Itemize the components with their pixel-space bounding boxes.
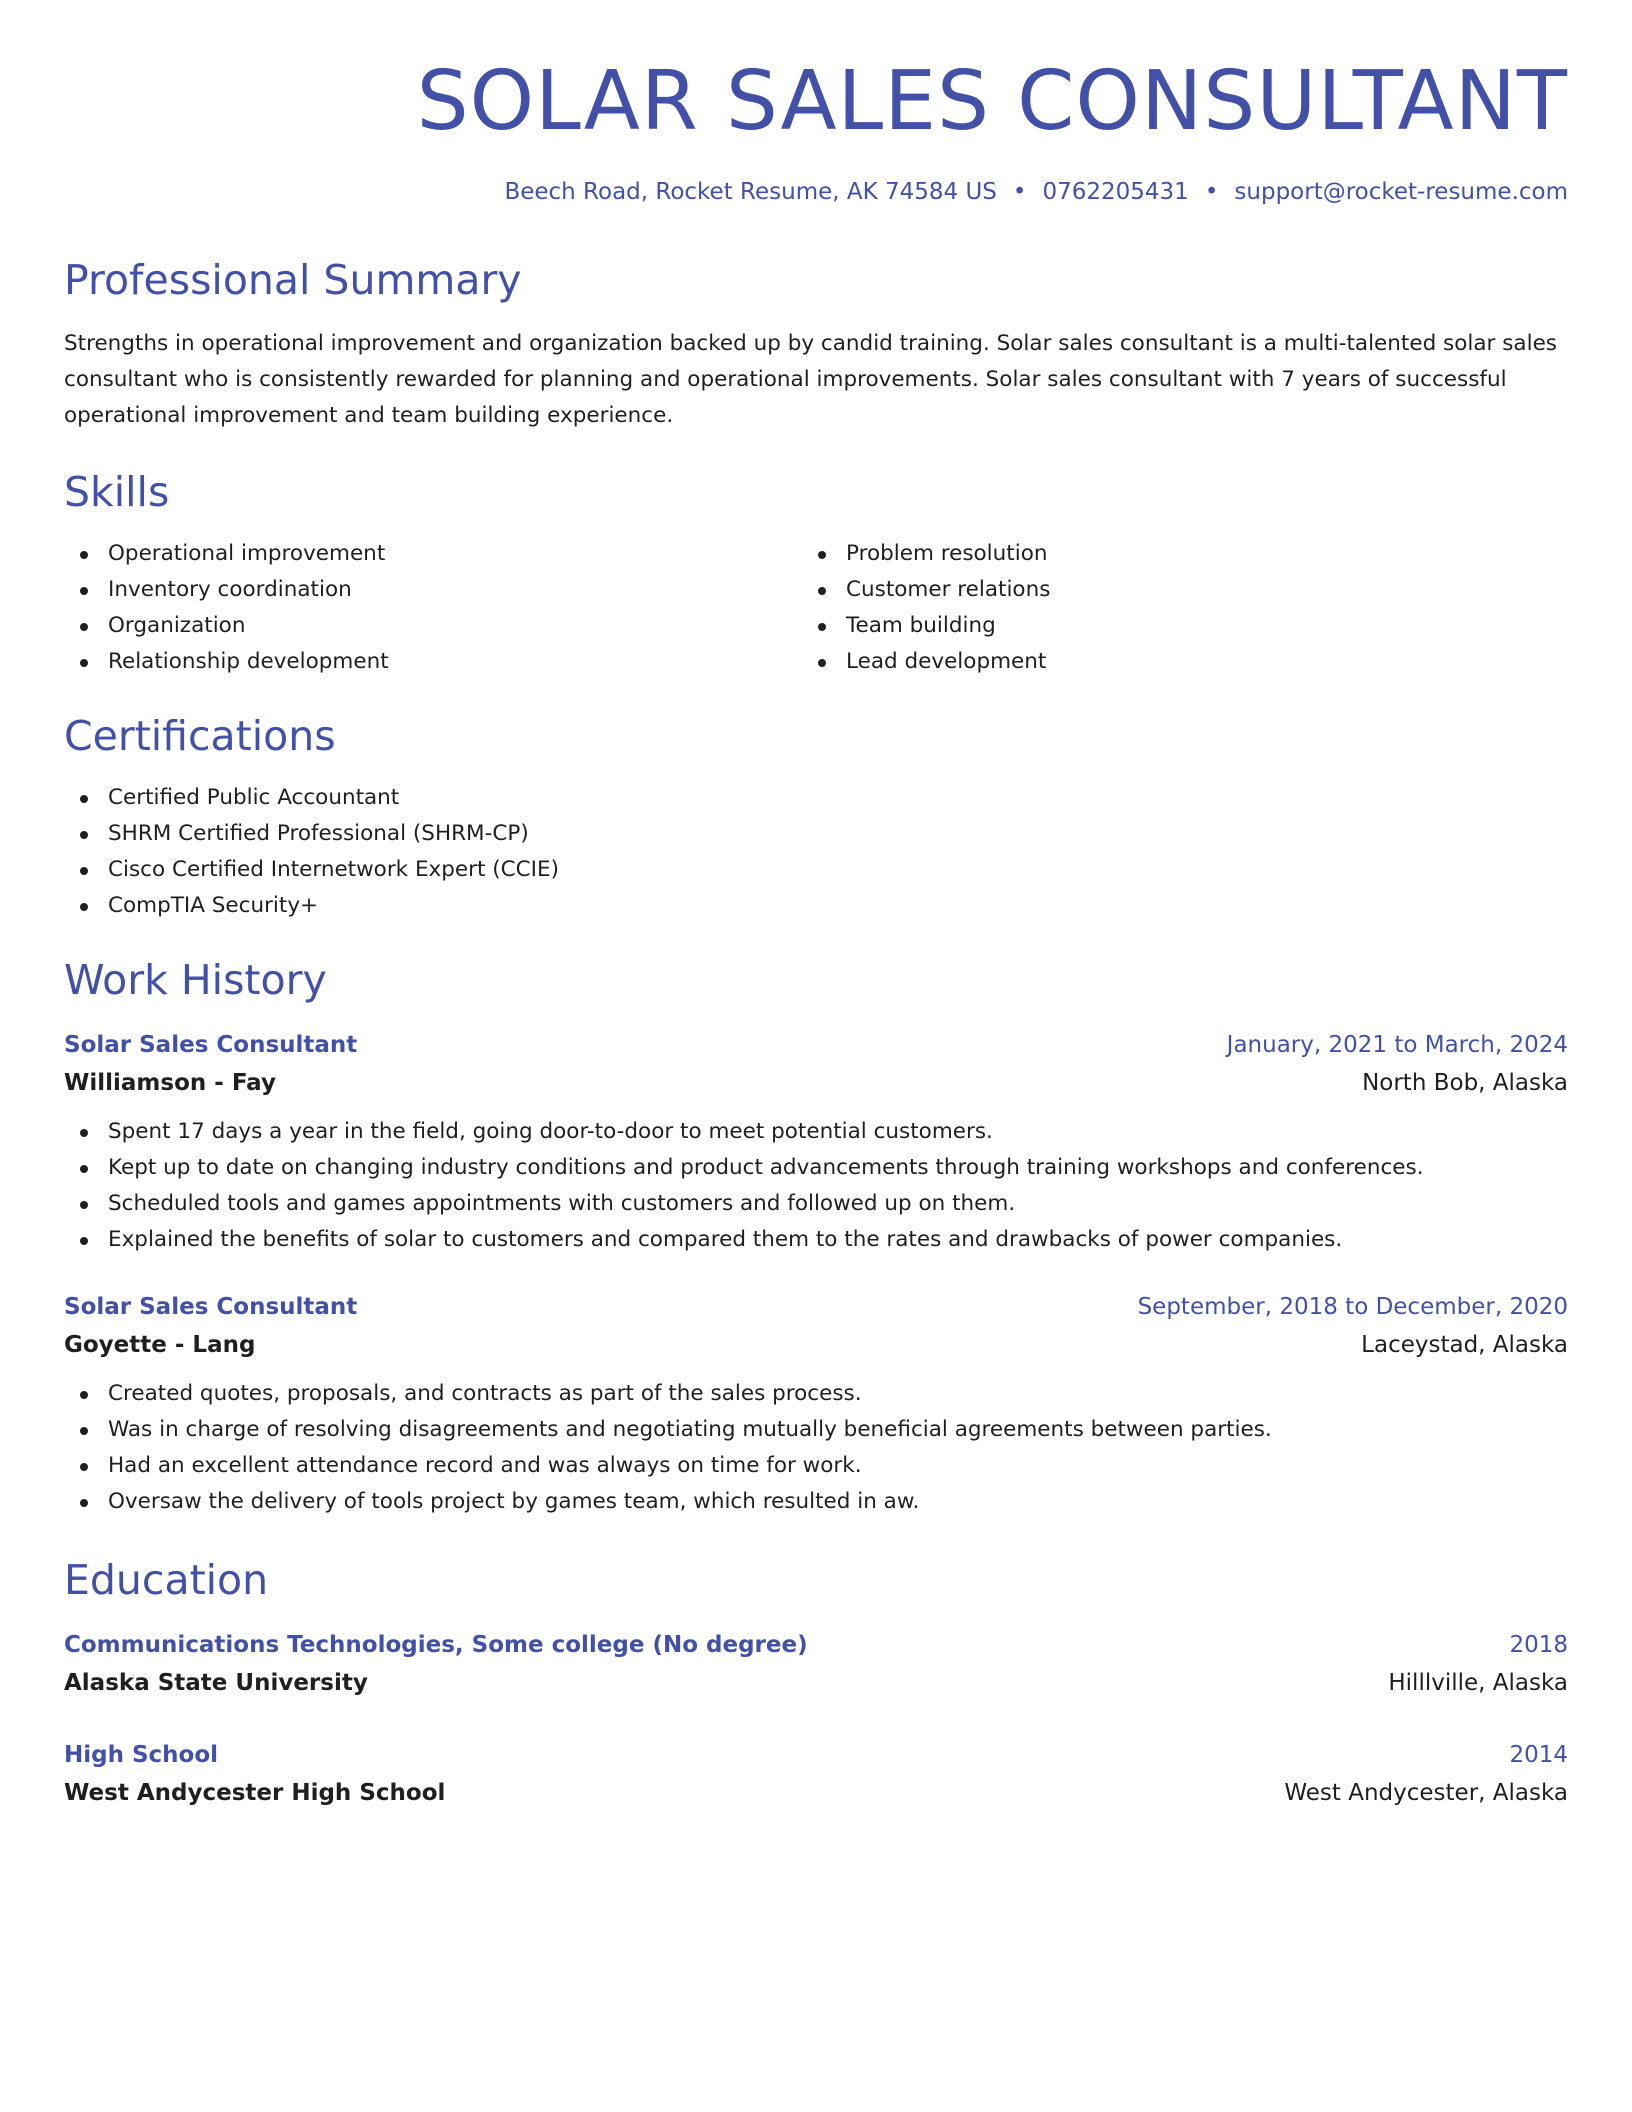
job-role: Solar Sales Consultant <box>64 1294 358 1320</box>
education-school: West Andycester High School <box>64 1780 446 1806</box>
education-entry <box>64 1626 1568 1702</box>
job-bullets <box>64 1114 1568 1258</box>
education-school-row <box>64 1664 1568 1702</box>
skills-grid <box>64 536 1568 680</box>
job-company: Williamson - Fay <box>64 1070 276 1096</box>
job-bullets <box>64 1376 1568 1520</box>
job-location: Laceystad, Alaska <box>1361 1332 1568 1358</box>
job-title-row <box>64 1288 1568 1326</box>
contact-line <box>64 176 1568 208</box>
job-location: North Bob, Alaska <box>1362 1070 1568 1096</box>
skills-list-left <box>64 536 802 680</box>
contact-address: Beech Road, Rocket Resume, AK 74584 US <box>504 179 997 205</box>
job-bullet: Spent 17 days a year in the field, going door-to-door to meet potential customers. <box>64 1114 1568 1150</box>
skill-item: Relationship development <box>64 644 802 680</box>
education-year: 2014 <box>1509 1742 1568 1768</box>
job-company: Goyette - Lang <box>64 1332 256 1358</box>
certification-item: CompTIA Security+ <box>64 888 1568 924</box>
certifications-heading: Certifications <box>64 712 336 760</box>
job-dates: September, 2018 to December, 2020 <box>1137 1294 1568 1320</box>
certification-item: Cisco Certified Internetwork Expert (CCIE) <box>64 852 1568 888</box>
job-bullet: Scheduled tools and games appointments with customers and followed up on them. <box>64 1186 1568 1222</box>
job-bullet: Created quotes, proposals, and contracts as part of the sales process. <box>64 1376 1568 1412</box>
skill-item: Operational improvement <box>64 536 802 572</box>
certification-item: SHRM Certified Professional (SHRM-CP) <box>64 816 1568 852</box>
job-entry <box>64 1026 1568 1258</box>
skills-heading: Skills <box>64 468 170 516</box>
summary-text: Strengths in operational improvement and organization backed up by candid training. Solar sales consultant is a multi-talented solar sales consultant who is consistently rewarded for planning and operational improvements. Solar sales consultant with 7 years of successful operational improvement and team building experience. <box>64 331 1558 428</box>
contact-email[interactable]: support@rocket-resume.com <box>1234 179 1568 205</box>
summary-heading: Professional Summary <box>64 256 522 304</box>
job-role: Solar Sales Consultant <box>64 1032 358 1058</box>
job-title-row <box>64 1026 1568 1064</box>
bullet-separator: • <box>1012 179 1027 205</box>
education-school: Alaska State University <box>64 1670 368 1696</box>
education-location: Hilllville, Alaska <box>1388 1670 1568 1696</box>
certification-item: Certified Public Accountant <box>64 780 1568 816</box>
job-bullet: Explained the benefits of solar to customers and compared them to the rates and drawbacks of power companies. <box>64 1222 1568 1258</box>
work-history-heading: Work History <box>64 956 327 1004</box>
skills-list-right <box>802 536 1540 680</box>
resume-title: SOLAR SALES CONSULTANT <box>416 54 1568 149</box>
education-year: 2018 <box>1509 1632 1568 1658</box>
skill-item: Lead development <box>802 644 1540 680</box>
education-location: West Andycester, Alaska <box>1284 1780 1568 1806</box>
education-degree-row <box>64 1736 1568 1774</box>
job-entry <box>64 1288 1568 1520</box>
job-company-row <box>64 1064 1568 1102</box>
education-heading: Education <box>64 1556 269 1604</box>
job-company-row <box>64 1326 1568 1364</box>
job-bullet: Was in charge of resolving disagreements and negotiating mutually beneficial agreements between parties. <box>64 1412 1568 1448</box>
skill-item: Customer relations <box>802 572 1540 608</box>
job-dates: January, 2021 to March, 2024 <box>1226 1032 1568 1058</box>
skill-item: Problem resolution <box>802 536 1540 572</box>
education-degree: Communications Technologies, Some college (No degree) <box>64 1632 808 1658</box>
skill-item: Inventory coordination <box>64 572 802 608</box>
education-school-row <box>64 1774 1568 1812</box>
certifications-list <box>64 780 1568 924</box>
skill-item: Organization <box>64 608 802 644</box>
bullet-separator: • <box>1204 179 1219 205</box>
education-degree: High School <box>64 1742 219 1768</box>
skill-item: Team building <box>802 608 1540 644</box>
education-entry <box>64 1736 1568 1812</box>
job-bullet: Oversaw the delivery of tools project by games team, which resulted in aw. <box>64 1484 1568 1520</box>
job-bullet: Kept up to date on changing industry conditions and product advancements through training workshops and conferences. <box>64 1150 1568 1186</box>
education-degree-row <box>64 1626 1568 1664</box>
contact-phone: 0762205431 <box>1042 179 1189 205</box>
job-bullet: Had an excellent attendance record and was always on time for work. <box>64 1448 1568 1484</box>
